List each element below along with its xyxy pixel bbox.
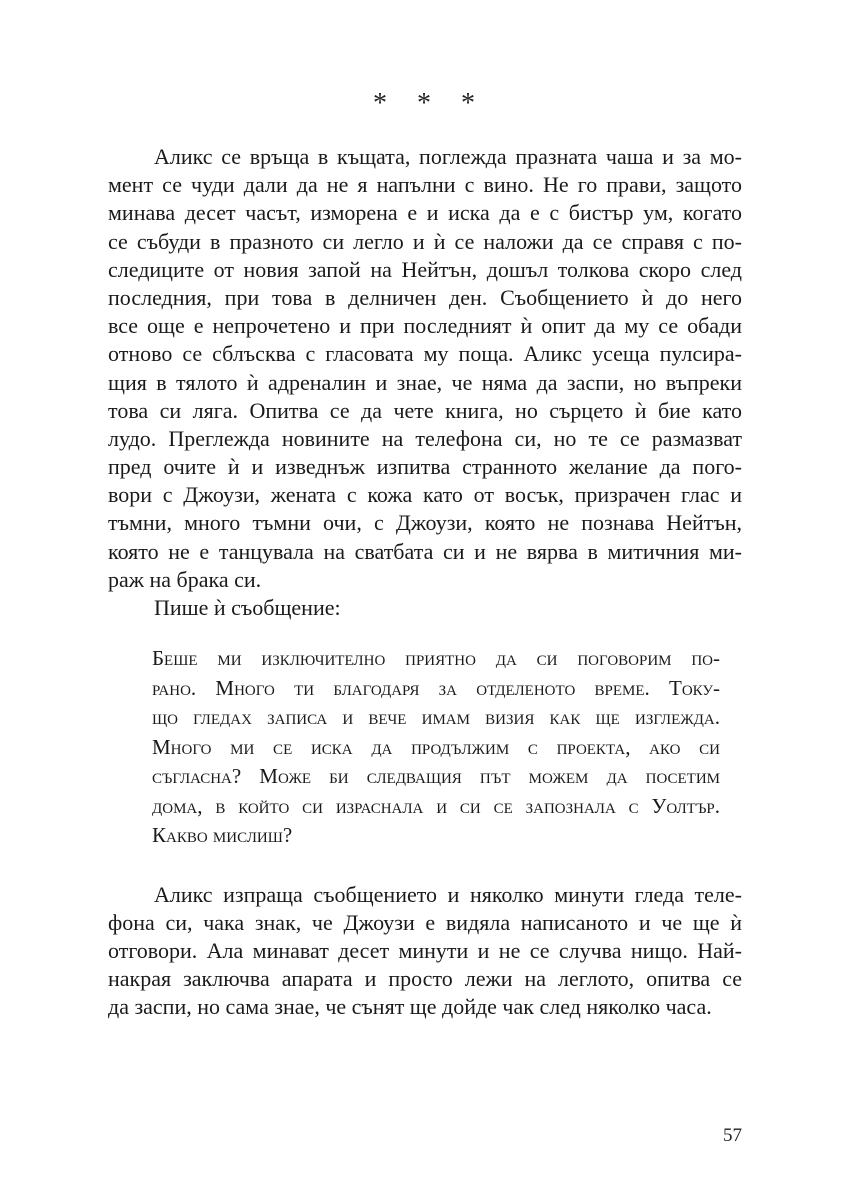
paragraph-1 bbox=[108, 143, 742, 594]
quote-line: Какво мислиш? bbox=[152, 823, 293, 848]
text-line: отговори. Ала минават десет минути и не се случва нищо. Най- bbox=[108, 938, 742, 964]
text-line: фона си, чака знак, че Джоузи е видяла написаното и че ще ѝ bbox=[108, 909, 742, 935]
text-line: все още е непрочетено и при последният ѝ опит да му се обади bbox=[108, 313, 742, 339]
text-line: последния, при това в делничен ден. Съобщението ѝ до него bbox=[108, 284, 742, 310]
text-line: накрая заключва апарата и просто лежи на леглото, опитва се bbox=[108, 966, 742, 992]
text-line: се събуди в празното си легло и ѝ се наложи да се справя с по- bbox=[108, 228, 742, 254]
text-line: Аликс изпраща съобщението и няколко минути гледа теле- bbox=[154, 881, 742, 907]
page-number: 57 bbox=[723, 1125, 742, 1146]
body-text bbox=[108, 143, 742, 1022]
text-line: мент се чуди дали да не я напълни с вино. Не го прави, защото bbox=[108, 172, 742, 198]
text-line: Аликс се връща в къщата, поглежда празната чаша и за мо- bbox=[154, 144, 742, 169]
section-break-star: * bbox=[417, 88, 431, 119]
text-line: тъмни, много тъмни очи, с Джоузи, която не познава Нейтън, bbox=[108, 510, 742, 536]
text-line: следиците от новия запой на Нейтън, дошъл толкова скоро след bbox=[108, 256, 742, 282]
quote-line: съгласна? Може би следващия път можем да посетим bbox=[152, 764, 720, 789]
text-line: Пише ѝ съобщение: bbox=[154, 595, 341, 620]
text-line: да заспи, но сама знае, че сънят ще дойде чак след няколко часа. bbox=[108, 994, 712, 1020]
quote-line: Беше ми изключително приятно да си поговорим по- bbox=[152, 646, 720, 671]
message-quote bbox=[152, 644, 720, 851]
text-line: това си ляга. Опитва се да чете книга, но сърцето ѝ бие като bbox=[108, 397, 742, 423]
text-line: лудо. Преглежда новините на телефона си, но те се размазват bbox=[108, 425, 742, 451]
text-line: вори с Джоузи, жената с кожа като от восък, призрачен глас и bbox=[108, 482, 742, 508]
text-line: отново се сблъсква с гласовата му поща. Аликс усеща пулсира- bbox=[108, 341, 742, 367]
text-line: щия в тялото ѝ адреналин и знае, че няма да заспи, но въпреки bbox=[108, 369, 742, 395]
text-line: минава десет часът, изморена е и иска да е с бистър ум, когато bbox=[108, 200, 742, 226]
paragraph-2 bbox=[108, 594, 742, 622]
quote-line: що гледах записа и вече имам визия как ще изглежда. bbox=[152, 705, 720, 730]
text-line: пред очите ѝ и изведнъж изпитва странното желание да пого- bbox=[108, 454, 742, 480]
quote-line: дома, в който си израснала и си се запознала с Уолтър. bbox=[152, 793, 720, 818]
section-break bbox=[0, 86, 848, 122]
section-break-star: * bbox=[373, 88, 387, 119]
paragraph-3 bbox=[108, 881, 742, 1022]
quote-line: рано. Много ти благодаря за отделеното време. Току- bbox=[152, 675, 720, 700]
section-break-star: * bbox=[461, 88, 475, 119]
quote-line: Много ми се иска да продължим с проекта, ако си bbox=[152, 734, 720, 759]
text-line: която не е танцувала на сватбата си и не вярва в митичния ми- bbox=[108, 538, 742, 564]
text-line: раж на брака си. bbox=[108, 566, 262, 592]
